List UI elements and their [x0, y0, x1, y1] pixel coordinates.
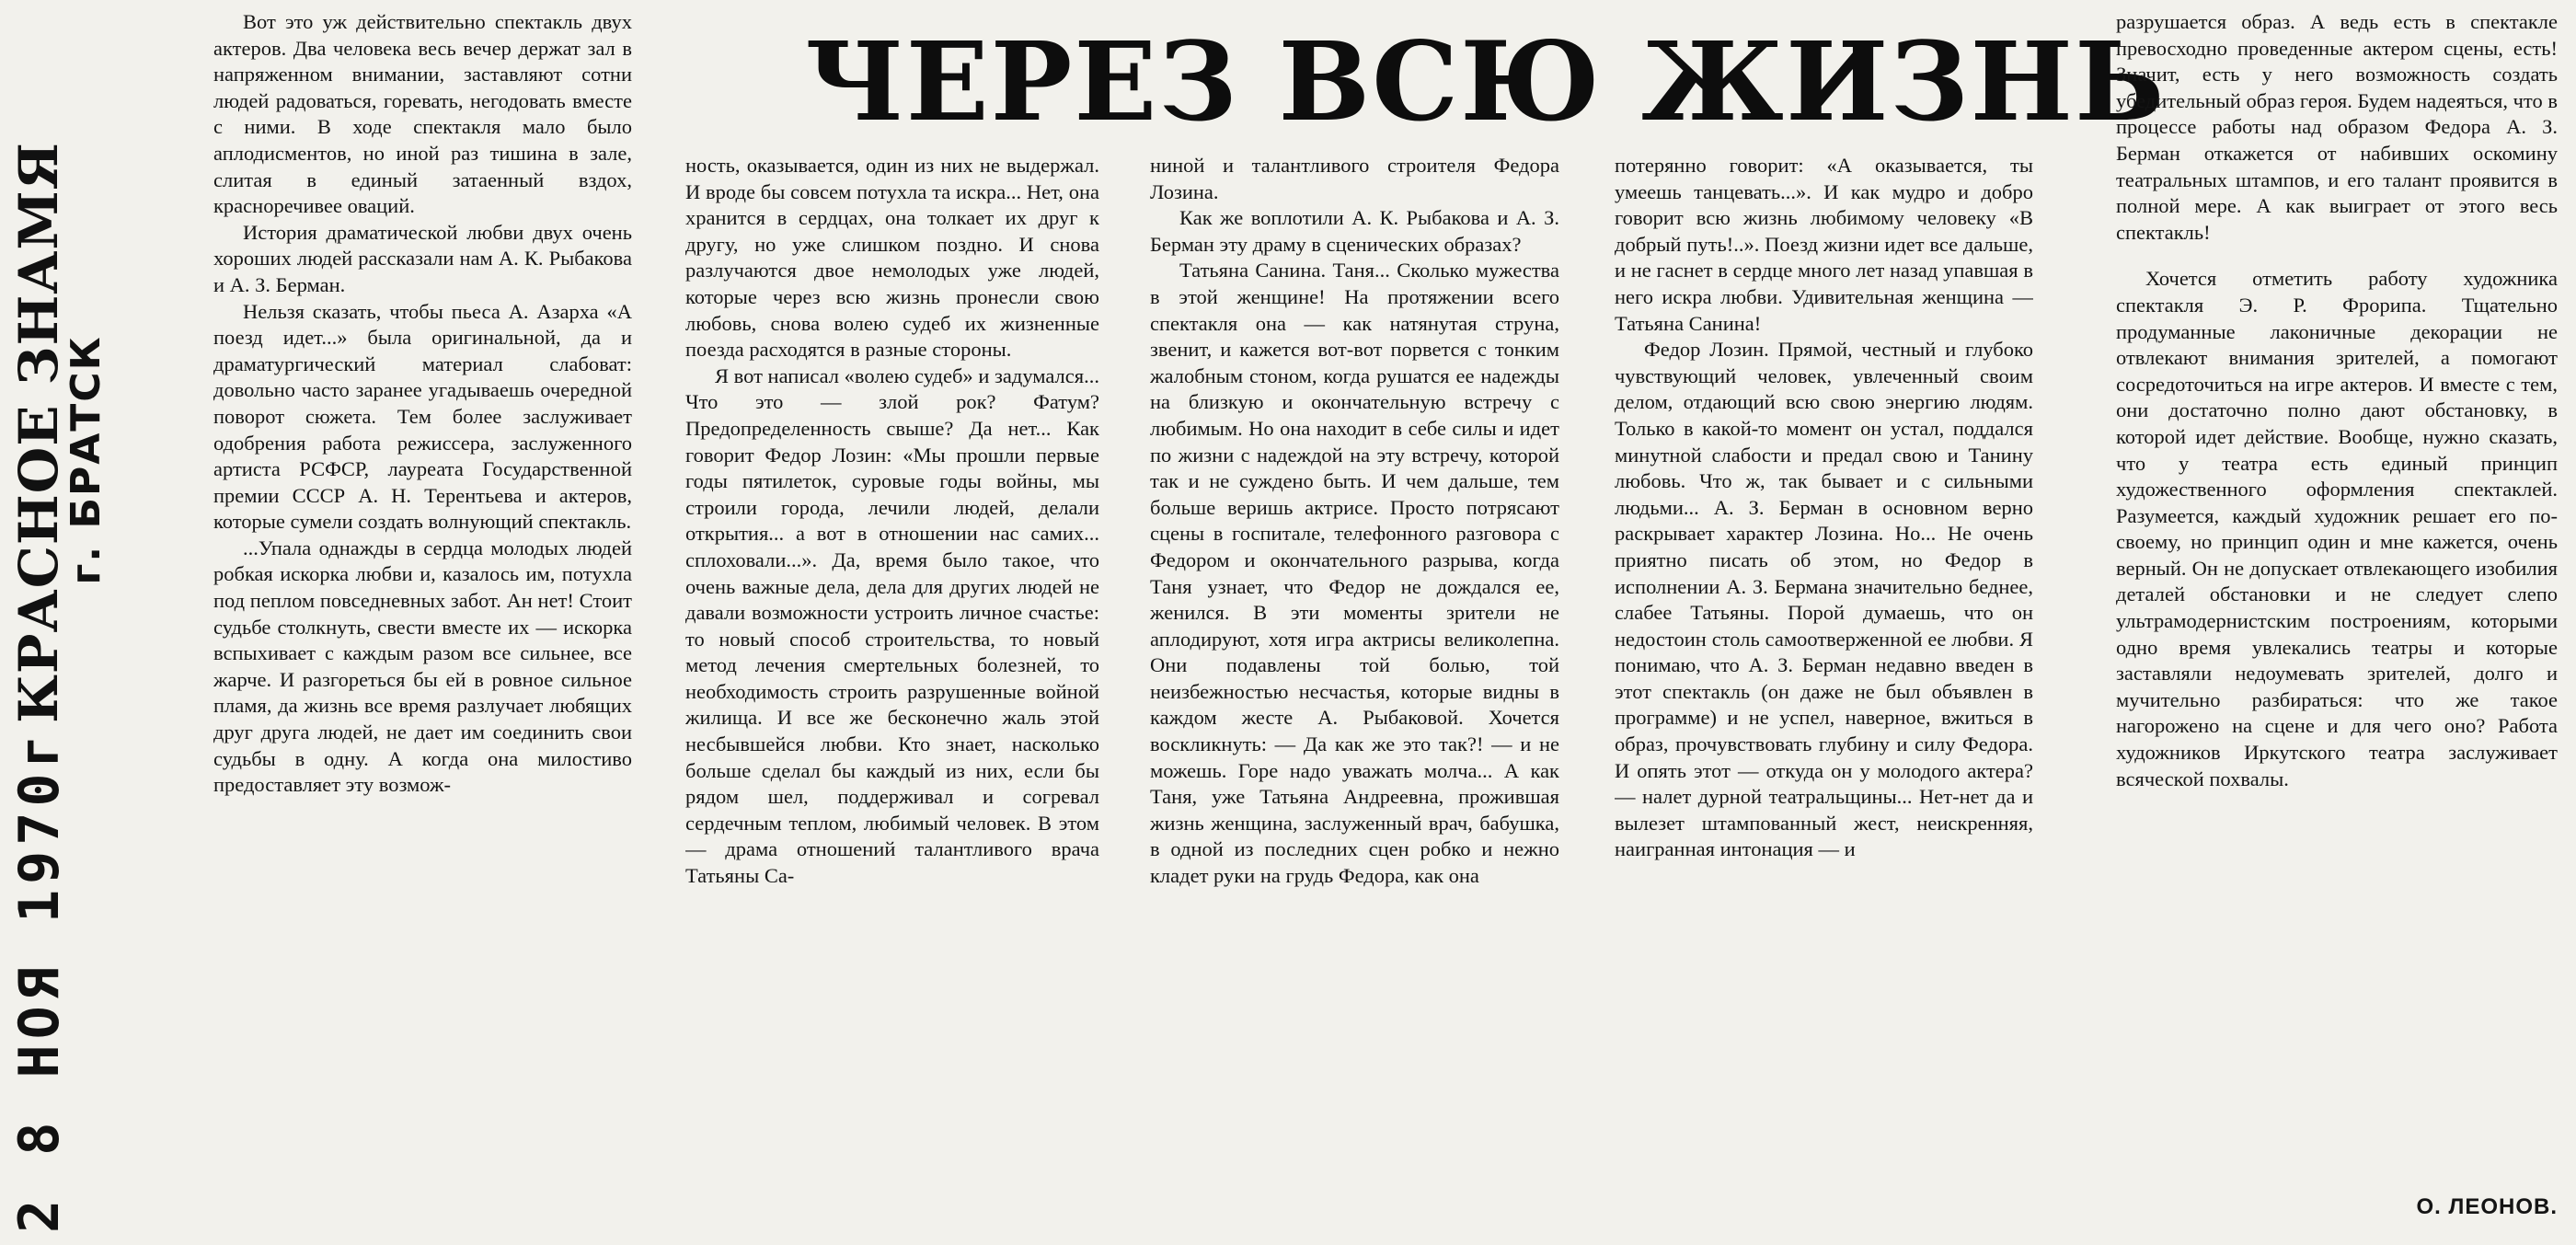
newspaper-city: г. БРАТСК [63, 335, 109, 585]
paragraph: Вот это уж действительно спектакль двух актеров. Два человека весь вечер держат зал в напряженном внимании, заставляют сотни людей радоваться, горевать, негодовать вместе с ними. В ходе спектакля мало было аплодисментов, но иной раз тишина в зале, слитая в единый затаенный вздох, красноречивее оваций. [213, 10, 632, 218]
newspaper-name: КРАСНОЕ ЗНАМЯ [7, 142, 70, 723]
paragraph: разрушается образ. А ведь есть в спектакле превосходно проведенные актером сцены, есть! Значит, есть у него возможность создать убедительный образ героя. Будем надеяться, что в процессе работы над образом Федора А. З. Берман откажется от набивших оскомину театральных штампов, и его талант проявится в полной мере. А как выиграет от этого весь спектакль! [2116, 10, 2558, 244]
article-column-5 [2116, 9, 2558, 1233]
author-signature: О. ЛЕОНОВ. [2416, 1194, 2558, 1219]
newspaper-stamp [0, 0, 120, 1245]
article-column-4 [1615, 153, 2033, 1235]
paragraph: Как же воплотили А. К. Рыбакова и А. З. Берман эту драму в сценических образах? [1150, 206, 1559, 256]
article-column-1 [213, 9, 632, 1233]
article-title: ЧЕРЕЗ ВСЮ ЖИЗНЬ [805, 17, 2167, 145]
article-column-3 [1150, 153, 1559, 1235]
paragraph: ниной и талантливого строителя Федора Лозина. [1150, 154, 1559, 203]
paragraph: Федор Лозин. Прямой, честный и глубоко чувствующий человек, увлеченный своим делом, отдающий всю свою энергию людям. Только в какой-то момент он устал, поддался минутной слабости и предал свою и Танину любовь. Что ж, так бывает и с сильными людьми... А. З. Берман в основном верно раскрывает характер Лозина. Но... Не очень приятно писать об этом, но Федор в исполнении А. З. Бермана значительно беднее, слабее Татьяны. Порой думаешь, что он недостоин столь самоотверженной ее любви. Я понимаю, что А. З. Берман недавно введен в этот спектакль (он даже не был объявлен в программе) и не успел, наверное, вжиться в образ, прочувствовать глубину и силу Федора. И опять этот — откуда он у молодого актера? — налет дурной театральщины... Нет-нет да и вылезет штампованный жест, неискренняя, наигранная интонация — и [1615, 338, 2033, 861]
paragraph: ность, оказывается, один из них не выдержал. И вроде бы совсем потухла та искра... Нет, она хранится в сердцах, она толкает их друг к другу, но уже слишком поздно. И снова разлучаются двое немолодых уже людей, которые через всю жизнь пронесли свою любовь, снова волею судеб их жизненные поезда расходятся в разные стороны. [685, 154, 1099, 362]
paragraph: ...Упала однажды в сердца молодых людей робкая искорка любви и, казалось им, потухла под пеплом повседневных забот. Ан нет! Стоит судьбе столкнуть, свести вместе их — искорка вспыхивает с каждым разом все сильнее, все жарче. И разгореться бы ей в ровное сильное пламя, да жизнь все время разлучает любящих друг друга людей, не дает им соединить свои судьбы в одну. А когда она милостиво предоставляет эту возмож- [213, 536, 632, 797]
paragraph: Нельзя сказать, чтобы пьеса А. Азарха «А поезд идет...» была оригинальной, да и драматургический материал слабоват: довольно часто заранее угадываешь очередной поворот сюжета. Тем более заслуживает одобрения работа режиссера, заслуженного артиста РСФСР, лауреата Государственной премии СССР А. Н. Терентьева и актеров, которые сумели создать волнующий спектакль. [213, 299, 632, 534]
paragraph: Я вот написал «волею судеб» и задумался... Что это — злой рок? Фатум? Предопределенность свыше? Да нет... Как говорит Федор Лозин: «Мы прошли первые годы пятилеток, суровые годы войны, мы строили города, лечили людей, делали открытия... а вот в отношении нас самих... сплоховали...». Да, время было такое, что очень важные дела, дела для других людей не давали возможности устроить личное счастье: то новый способ строительства, то новый метод лечения смертельных болезней, то необходимость строить разрушенные войной жилища. И все же бесконечно жаль этой несбывшейся любви. Кто знает, насколько больше сделал бы каждый из них, если бы рядом шел, поддерживал и согревал сердечным теплом, любимый человек. В этом — драма отношений талантливого врача Татьяны Са- [685, 363, 1099, 888]
paragraph: потерянно говорит: «А оказывается, ты умеешь танцевать...». И как мудро и добро говорит всю жизнь любимому человеку «В добрый путь!..». Поезд жизни идет все дальше, и не гаснет в сердце много лет назад упавшая в него искра любви. Удивительная женщина — Татьяна Санина! [1615, 154, 2033, 335]
issue-date: 2 8 НОЯ 1970г [7, 729, 72, 1233]
paragraph: Хочется отметить работу художника спектакля Э. Р. Фрорипа. Тщательно продуманные лаконичные декорации не отвлекают внимания зрителей, а помогают сосредоточиться на игре актеров. И вместе с тем, они достаточно полно дают обстановку, в которой идет действие. Вообще, нужно сказать, что у театра есть единый принцип художественного оформления спектаклей. Разумеется, каждый художник решает его по-своему, но принцип один и мне кажется, очень верный. Он не допускает отвлекающего изобилия деталей обстановки и не следует слепо ультрамодернистским построениям, которыми одно время увлекались театры и которые заставляли недоумевать зрителей, долго и мучительно разбираться: что же такое нагорожено на сцене и для чего оно? Работа художников Иркутского театра заслуживает всяческой похвалы. [2116, 267, 2558, 790]
paragraph: История драматической любви двух очень хороших людей рассказали нам А. К. Рыбакова и А. З. Берман. [213, 220, 632, 296]
paragraph: Татьяна Санина. Таня... Сколько мужества в этой женщине! На протяжении всего спектакля она — как натянутая струна, звенит, и кажется вот-вот порвется с тонким жалобным стоном, когда рушатся ее надежды на близкую и окончательную встречу с любимым. Но она находит в себе силы и идет по жизни с надеждой на эту встречу, которой так и не суждено быть. И чем дальше, тем больше веришь актрисе. Просто потрясают сцены в госпитале, телефонного разговора с Федором и окончательного разрыва, когда Таня узнает, что Федор не дождался ее, женился. В эти моменты зрители не аплодируют, хотя игра актрисы великолепна. Они подавлены той болью, той неизбежностью несчастья, которые видны в каждом жесте А. Рыбаковой. Хочется воскликнуть: — Да как же это так?! — и не можешь. Горе надо уважать молча... А как Таня, уже Татьяна Андреевна, прожившая жизнь женщина, заслуженный врач, бабушка, в одной из последних сцен робко и нежно кладет руки на грудь Федора, как она [1150, 259, 1559, 888]
article-column-2 [685, 153, 1099, 1235]
